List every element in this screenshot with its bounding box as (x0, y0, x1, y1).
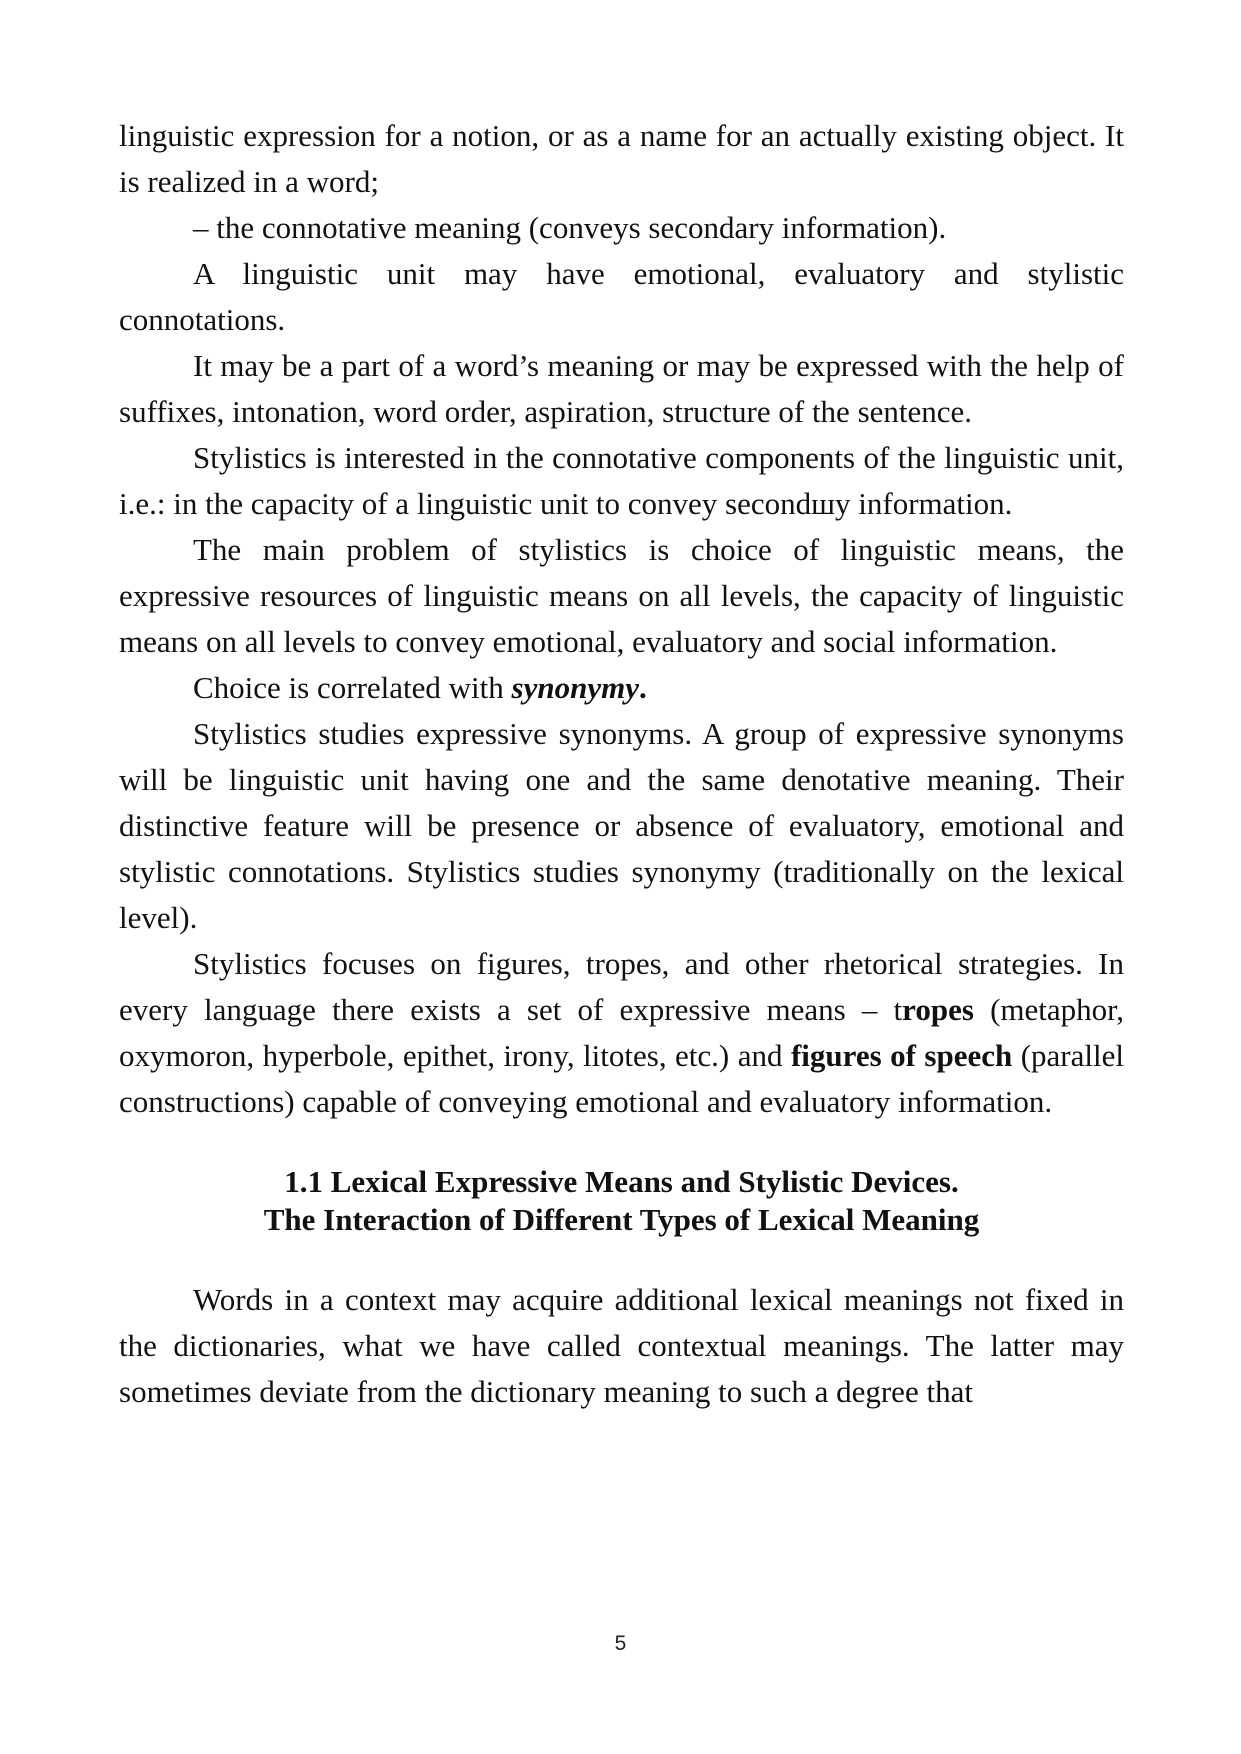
paragraph-word-meaning: It may be a part of a word’s meaning or may be expressed with the help of suffixes, intonation, word order, aspiration, structure of the sentence. (119, 348, 1124, 429)
synonymy-term: synonymy (511, 670, 639, 705)
figures-part-1: Stylistics focuses on figures, tropes, and other rhetorical strategies. In every language there exists a set of expressive means – t (119, 946, 1124, 1027)
paragraph-linguistic-unit: A linguistic unit may have emotional, evaluatory and stylistic connotations. (119, 256, 1124, 337)
paragraph-contextual-meanings: Words in a context may acquire additional lexical meanings not fixed in the dictionaries, what we have called contextual meanings. The latter may sometimes deviate from the dictionary meaning to such a degree that (119, 1282, 1124, 1409)
paragraph-stylistics-interest: Stylistics is interested in the connotative components of the linguistic unit, i.e.: in the capacity of a linguistic unit to convey secondшy information. (119, 440, 1124, 521)
paragraph-figures-tropes (119, 941, 1124, 1125)
paragraph-connotative-meaning: – the connotative meaning (conveys secondary information). (193, 210, 947, 245)
section-heading-line-1: 1.1 Lexical Expressive Means and Stylistic Devices. (284, 1164, 959, 1199)
tropes-term: ropes (902, 992, 974, 1027)
paragraph-continuation: linguistic expression for a notion, or as a name for an actually existing object. It is realized in a word; (119, 118, 1124, 199)
paragraph-choice (119, 665, 1124, 711)
paragraph-expressive-synonyms: Stylistics studies expressive synonyms. A group of expressive synonyms will be linguistic unit having one and the same denotative meaning. Their distinctive feature will be presence or absence of evaluatory, emotional and stylistic connotations. Stylistics studies synonymy (traditionally on the lexical level). (119, 716, 1124, 935)
page-number: 5 (614, 1632, 627, 1655)
figures-of-speech-term: figures of speech (790, 1038, 1013, 1073)
section-heading (119, 1125, 1124, 1277)
paragraph-main-problem: The main problem of stylistics is choice of linguistic means, the expressive resources of linguistic means on all levels, the capacity of linguistic means on all levels to convey emotional, evaluatory and social information. (119, 532, 1124, 659)
figures-part-2: (metaphor, oxymoron, hyperbole, epithet, irony, litotes, etc.) and (119, 992, 1125, 1073)
choice-lead-text: Choice is correlated with (193, 670, 512, 705)
section-heading-line-2: The Interaction of Different Types of Lexical Meaning (263, 1202, 980, 1237)
choice-tail-text: . (638, 670, 647, 705)
body-text (119, 113, 1124, 1415)
figures-part-3: (parallel constructions) capable of conveying emotional and evaluatory information. (119, 1038, 1124, 1119)
